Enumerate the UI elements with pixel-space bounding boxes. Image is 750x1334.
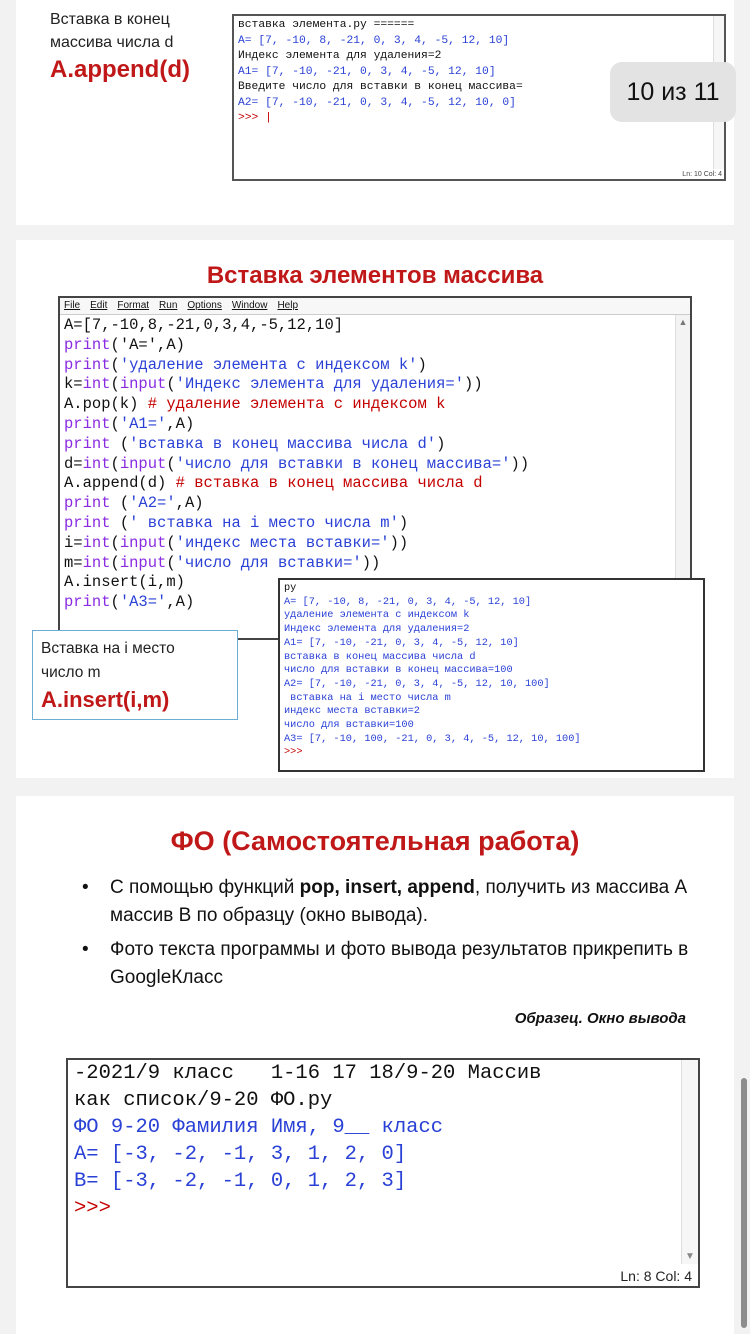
slide-assignment — [16, 796, 734, 1334]
code-token: int — [82, 454, 111, 473]
code-token: A=[7,-10,8,-21,0,3,4,-5,12,10] — [64, 316, 344, 334]
code-token: print — [64, 335, 111, 354]
code-token: input — [119, 454, 167, 473]
shell-line: индекс места вставки=2 — [284, 705, 420, 718]
code-line — [64, 395, 529, 415]
code-line — [64, 415, 529, 435]
shell-line: >>> — [74, 1197, 111, 1220]
code-token: print — [64, 414, 111, 433]
code-line — [64, 316, 529, 336]
code-token: int — [82, 375, 111, 394]
shell-line: A1= [7, -10, -21, 0, 3, 4, -5, 12, 10] — [238, 65, 496, 78]
code-token: ) — [398, 513, 409, 532]
code-token: ) — [417, 355, 427, 374]
sample-label: Образец. Окно вывода — [514, 1010, 686, 1027]
status-bar: Ln: 10 Col: 4 — [682, 171, 722, 178]
task-text-segment: pop, insert, append — [299, 877, 475, 898]
code-line — [64, 554, 529, 574]
code-token: ( — [166, 375, 176, 394]
code-token: )) — [464, 375, 483, 394]
slide-title: Вставка элементов массива — [206, 262, 544, 289]
shell-output[interactable] — [284, 582, 581, 760]
code-token: input — [119, 533, 167, 552]
task-item — [82, 874, 692, 930]
shell-line: A= [7, -10, 8, -21, 0, 3, 4, -5, 12, 10] — [284, 595, 532, 608]
shell-line: как список/9-20 ФО.py — [74, 1089, 333, 1112]
code-token: A.pop(k) — [64, 395, 148, 414]
code-token: ,A) — [166, 414, 195, 433]
menu-item-run[interactable]: Run — [159, 300, 178, 311]
code-token: )) — [389, 533, 409, 552]
code-token: print — [64, 355, 111, 374]
shell-line: вставка на i место числа m — [284, 691, 451, 704]
code-token: int — [82, 533, 111, 552]
code-line — [64, 455, 529, 475]
code-token: ( — [110, 494, 130, 513]
shell-line: -2021/9 класс 1-16 17 18/9-20 Массив — [74, 1062, 542, 1085]
insert-note: Вставка на i место число m A.insert(i,m) — [32, 630, 238, 720]
slide-insert-elements — [16, 240, 734, 778]
shell-output[interactable] — [74, 1060, 541, 1222]
menu-item-window[interactable]: Window — [231, 300, 268, 311]
shell-line: Индекс элемента для удаления=2 — [238, 50, 442, 62]
code-token: i= — [64, 533, 83, 552]
append-method: A.append(d) — [50, 56, 190, 83]
code-line — [64, 514, 529, 534]
shell-line: A1= [7, -10, -21, 0, 3, 4, -5, 12, 10] — [284, 636, 519, 649]
code-token: ( — [110, 513, 130, 532]
task-item: • Фото текста программы и фото вывода результатов прикрепить в GoogleКласс — [82, 936, 692, 992]
shell-window-insert — [278, 578, 705, 772]
page-scrollbar[interactable] — [741, 1078, 747, 1328]
code-token: d= — [64, 454, 83, 473]
shell-line: A3= [7, -10, 100, -21, 0, 3, 4, -5, 12, 10, 100] — [284, 732, 581, 745]
shell-line: B= [-3, -2, -1, 0, 1, 2, 3] — [74, 1170, 407, 1193]
code-token: 'A3=' — [119, 593, 167, 612]
shell-line: вставка элемента.py ====== — [238, 19, 415, 31]
task-text-segment: , получить из массива А массив В по образцу (окно вывода). — [110, 877, 688, 926]
code-token: ( — [166, 553, 176, 572]
code-token: )) — [361, 553, 381, 572]
code-token: )) — [510, 454, 530, 473]
shell-line: A2= [7, -10, -21, 0, 3, 4, -5, 12, 10, 100] — [284, 677, 550, 690]
code-token: 'Индекс элемента для удаления=' — [175, 375, 465, 394]
code-token: 'индекс места вставки=' — [175, 533, 390, 552]
menu-item-help[interactable]: Help — [277, 300, 299, 311]
code-line — [64, 534, 529, 554]
scroll-up-icon[interactable]: ▲ — [678, 317, 688, 327]
code-token: print — [64, 494, 111, 513]
code-token: ( — [110, 553, 120, 572]
code-token: # вставка в конец массива числа d — [175, 474, 483, 493]
code-token: 'вставка в конец массива числа d' — [129, 434, 437, 453]
code-token: ( — [110, 355, 120, 374]
shell-window-sample — [66, 1058, 700, 1288]
shell-line: число для вставки=100 — [284, 719, 414, 732]
page-counter-badge: 10 из 11 — [610, 62, 736, 122]
code-token: input — [119, 553, 167, 572]
code-line — [64, 474, 529, 494]
scrollbar[interactable] — [681, 1060, 698, 1264]
code-line — [64, 435, 529, 455]
code-token: print — [64, 434, 111, 453]
menu-item-file[interactable]: File — [64, 300, 81, 311]
menu-bar — [60, 298, 690, 315]
code-token: ('A=',A) — [110, 335, 185, 354]
code-token: ,A) — [175, 494, 204, 513]
insert-method: A.insert(i,m) — [41, 687, 170, 712]
status-bar: Ln: 8 Col: 4 — [620, 1268, 692, 1284]
code-token: # удаление элемента с индексом k — [147, 395, 446, 414]
code-token: ( — [166, 454, 176, 473]
shell-line: число для вставки в конец массива=100 — [284, 664, 513, 677]
code-token: ' вставка на i место числа m' — [129, 513, 399, 532]
code-token: ) — [436, 434, 446, 453]
code-token: ( — [110, 593, 120, 612]
shell-line: >>> — [284, 746, 303, 759]
code-token: ( — [166, 533, 176, 552]
slide-title: ФО (Самостоятельная работа) — [170, 826, 580, 856]
code-token: ( — [110, 454, 120, 473]
append-description: Вставка в конец массива числа d — [50, 11, 174, 51]
code-token: 'A1=' — [119, 414, 167, 433]
menu-item-edit[interactable]: Edit — [90, 300, 108, 311]
code-token: ( — [110, 434, 130, 453]
code-token: input — [119, 375, 167, 394]
code-token: print — [64, 513, 111, 532]
code-line — [64, 494, 529, 514]
shell-line: ФО 9-20 Фамилия Имя, 9__ класс — [74, 1116, 444, 1139]
code-token: print — [64, 593, 111, 612]
code-token: A.append(d) — [64, 474, 176, 493]
code-editor[interactable] — [64, 316, 529, 613]
shell-line: Введите число для вставки в конец массива= — [238, 81, 523, 93]
shell-output[interactable] — [238, 18, 523, 127]
task-list — [82, 874, 692, 998]
code-line — [64, 375, 529, 395]
code-token: 'A2=' — [129, 494, 176, 513]
code-token: 'удаление элемента с индексом k' — [119, 355, 418, 374]
shell-line: удаление элемента с индексом k — [284, 609, 470, 622]
code-token: ( — [110, 414, 120, 433]
menu-item-format[interactable]: Format — [117, 300, 150, 311]
shell-line: Индекс элемента для удаления=2 — [284, 623, 470, 636]
code-line — [64, 356, 529, 376]
shell-line: py — [284, 582, 297, 594]
shell-line: A= [7, -10, 8, -21, 0, 3, 4, -5, 12, 10] — [238, 34, 510, 47]
code-token: 'число для вставки в конец массива=' — [175, 454, 511, 473]
code-token: ,A) — [166, 593, 195, 612]
code-token: m= — [64, 553, 83, 572]
shell-line: >>> | — [238, 112, 272, 124]
scroll-down-icon[interactable]: ▼ — [685, 1251, 695, 1262]
shell-line: вставка в конец массива числа d — [284, 650, 476, 663]
code-token: int — [82, 553, 111, 572]
code-token: ( — [110, 533, 120, 552]
code-token: A.insert(i,m) — [64, 573, 185, 592]
shell-line: A2= [7, -10, -21, 0, 3, 4, -5, 12, 10, 0] — [238, 96, 516, 109]
code-line — [64, 336, 529, 356]
code-token: ( — [110, 375, 120, 394]
shell-line: A= [-3, -2, -1, 3, 1, 2, 0] — [74, 1143, 407, 1166]
code-token: 'число для вставки=' — [175, 553, 362, 572]
task-text-segment: С помощью функций — [110, 877, 300, 898]
menu-item-options[interactable]: Options — [187, 300, 222, 311]
code-token: k= — [64, 375, 83, 394]
